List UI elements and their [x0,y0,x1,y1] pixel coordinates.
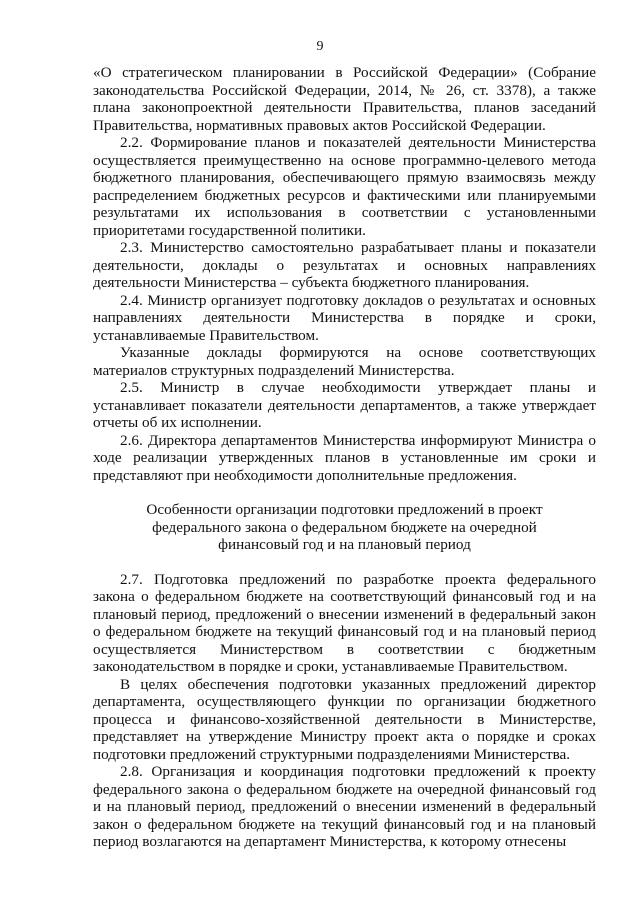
paragraph-purpose: В целях обеспечения подготовки указанных предложений директор департамента, осуществляющего функции по организации бюджетного процесса и финансово-хозяйственной деятельности в Министерстве, представляет на утверждение Министру проект акта о порядке и сроках подготовки предложений структурными подразделениями Министерства. [93,675,596,763]
paragraph-2-8: 2.8. Организация и координация подготовки предложений к проекту федерального закона о федеральном бюджете на очередной финансовый год и на плановый период, предложений о внесении изменений в федеральный закон о федеральном бюджете на текущий финансовый год и на плановый период возлагаются на департамент Министерства, к которому отнесены [93,763,596,850]
document-body [93,64,596,851]
spacer [93,484,596,501]
paragraph-2-6: 2.6. Директора департаментов Министерства информируют Министра о ходе реализации утвержденных планов в установленные им сроки и представляют при необходимости дополнительные предложения. [93,431,596,484]
spacer [93,554,596,571]
page-number: 9 [316,39,324,54]
paragraph-2-7: 2.7. Подготовка предложений по разработке проекта федерального закона о федеральном бюджете на соответствующий финансовый год и на плановый период, предложений о внесении изменений в федеральный закон о федеральном бюджете на текущий финансовый год и на плановый период осуществляется Министерством в соответствии с бюджетным законодательством в порядке и сроки, устанавливаемые Правительством. [93,570,596,675]
paragraph-reports-note: Указанные доклады формируются на основе соответствующих материалов структурных подразделений Министерства. [93,344,596,379]
paragraph-2-4: 2.4. Министр организует подготовку докладов о результатах и основных направлениях деятельности Министерства в порядке и сроки, устанавливаемые Правительством. [93,291,596,344]
paragraph-continuation: «О стратегическом планировании в Российской Федерации» (Собрание законодательства Российской Федерации, 2014, № 26, ст. 3378), а также плана законопроектной деятельности Правительства, планов заседаний Правительства, нормативных правовых актов Российской Федерации. [93,64,596,134]
paragraph-2-3: 2.3. Министерство самостоятельно разрабатывает планы и показатели деятельности, доклады о результатах и основных направлениях деятельности Министерства – субъекта бюджетного планирования. [93,239,596,291]
section-heading: Особенности организации подготовки предложений в проект федерального закона о федеральном бюджете на очередной финансовый год и на плановый период [146,501,543,553]
paragraph-2-5: 2.5. Министр в случае необходимости утверждает планы и устанавливает показатели деятельности департаментов, а также утверждает отчеты об их исполнении. [93,379,596,431]
paragraph-2-2: 2.2. Формирование планов и показателей деятельности Министерства осуществляется преимущественно на основе программно-целевого метода бюджетного планирования, обеспечивающего прямую взаимосвязь между распределением бюджетных ресурсов и фактическими или планируемыми результатами их использования в соответствии с установленными приоритетами государственной политики. [93,134,596,239]
